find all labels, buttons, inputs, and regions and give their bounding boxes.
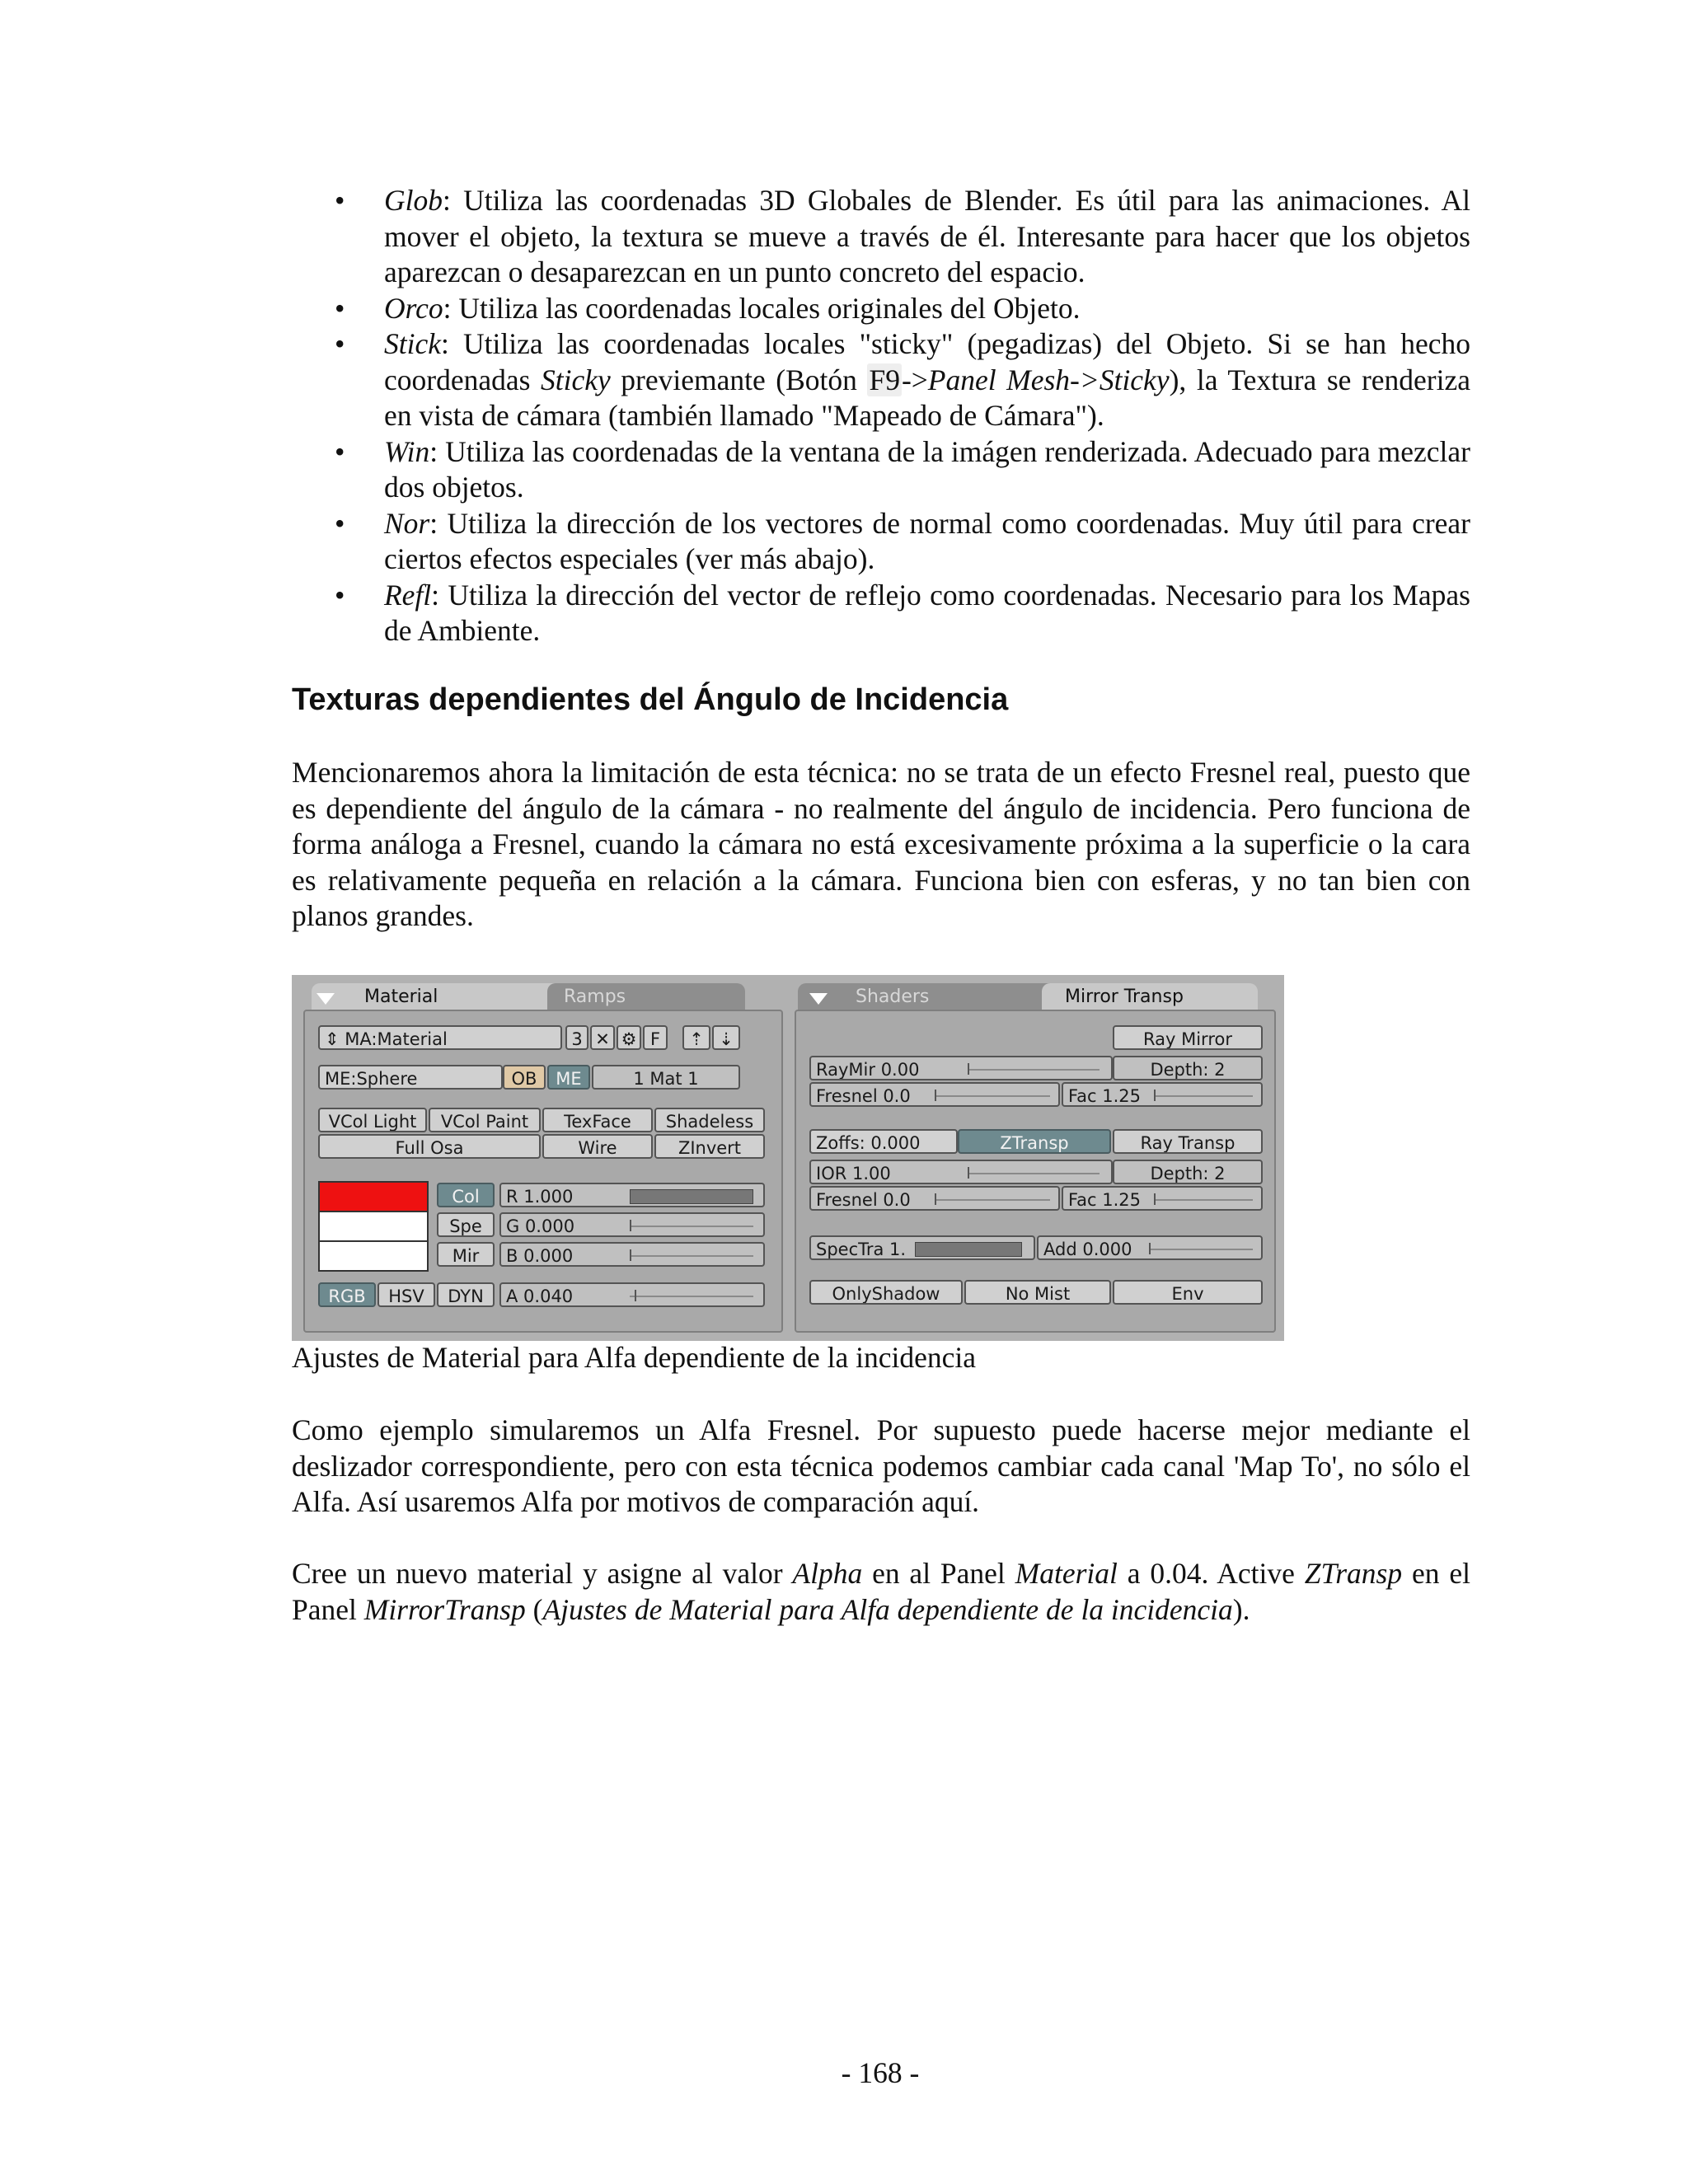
spe-button[interactable]: Spe bbox=[437, 1212, 495, 1237]
chevron-updown-icon: ⇕ bbox=[325, 1029, 345, 1049]
fac-mirror-slider[interactable]: Fac 1.25 bbox=[1062, 1082, 1263, 1107]
paragraph-instructions: Cree un nuevo material y asigne al valor Alpha en al Panel Material a 0.04. Active ZTransp en el Panel MirrorTransp (Ajustes de Material para Alfa dependiente de la incidencia). bbox=[292, 1557, 1470, 1626]
ray-mirror-button[interactable]: Ray Mirror bbox=[1113, 1025, 1263, 1050]
term: Orco bbox=[384, 291, 443, 325]
key-label: F9 bbox=[869, 363, 900, 396]
depth-field-transp[interactable]: Depth: 2 bbox=[1113, 1160, 1263, 1184]
col-button[interactable]: Col bbox=[437, 1183, 495, 1207]
list-item: • Stick: Utiliza las coordenadas locales "sticky" (pegadizas) del Objeto. Si se han hecho coordenadas Sticky previemante (Botón F9->Panel Mesh->Sticky), la Textura se renderiza en vista de cámara (también llamado "Mapeado de Cámara"). bbox=[290, 326, 1470, 434]
list-item: • Refl: Utiliza la dirección del vector de reflejo como coordenadas. Necesario para los Mapas de Ambiente. bbox=[290, 578, 1470, 649]
list-item: • Nor: Utiliza la dirección de los vectores de normal como coordenadas. Muy útil para crear ciertos efectos especiales (ver más abajo). bbox=[290, 506, 1470, 578]
collapse-triangle-icon[interactable] bbox=[809, 993, 828, 1005]
ior-slider[interactable]: IOR 1.00 bbox=[809, 1160, 1113, 1184]
alpha-slider[interactable]: A 0.040 bbox=[499, 1282, 765, 1307]
hsv-mode-button[interactable]: HSV bbox=[377, 1282, 435, 1307]
vcol-paint-button[interactable]: VCol Paint bbox=[429, 1108, 541, 1132]
fake-user-button[interactable]: F bbox=[643, 1025, 668, 1050]
term: Nor bbox=[384, 506, 430, 540]
copy-icon[interactable]: ⇡ bbox=[682, 1025, 710, 1050]
car-icon[interactable]: ⚙ bbox=[617, 1025, 641, 1050]
vcol-light-button[interactable]: VCol Light bbox=[318, 1108, 427, 1132]
tab-mirror-transp[interactable]: Mirror Transp bbox=[1042, 983, 1258, 1011]
texface-button[interactable]: TexFace bbox=[542, 1108, 653, 1132]
spectra-slider[interactable]: SpecTra 1. bbox=[809, 1235, 1035, 1260]
r-slider[interactable]: R 1.000 bbox=[499, 1183, 765, 1207]
term: Stick bbox=[384, 327, 441, 360]
material-name-field[interactable]: ⇕ MA:Material bbox=[318, 1025, 562, 1050]
tab-material[interactable]: Material bbox=[312, 983, 608, 1011]
ob-button[interactable]: OB bbox=[503, 1065, 546, 1090]
no-mist-button[interactable]: No Mist bbox=[964, 1280, 1111, 1305]
unlink-button[interactable]: ✕ bbox=[590, 1025, 615, 1050]
paste-icon[interactable]: ⇣ bbox=[712, 1025, 740, 1050]
rgb-mode-button[interactable]: RGB bbox=[318, 1282, 376, 1307]
depth-field-mirror[interactable]: Depth: 2 bbox=[1113, 1056, 1263, 1080]
zoffs-field[interactable]: Zoffs: 0.000 bbox=[809, 1129, 958, 1154]
fac-transp-slider[interactable]: Fac 1.25 bbox=[1062, 1186, 1263, 1211]
zinvert-button[interactable]: ZInvert bbox=[654, 1134, 765, 1159]
paragraph-intro: Mencionaremos ahora la limitación de esta técnica: no se trata de un efecto Fresnel real, puesto que es dependiente del ángulo de la cámara - no realmente del ángulo de incidencia. Pero funciona de forma análoga a Fresnel, cuando la cámara no está excesivamente próxima a la superficie o la cara es relativamente pequeña en relación a la cámara. Funciona bien con esferas, y no tan bien con planos grandes. bbox=[292, 756, 1470, 932]
color-swatch-diffuse[interactable] bbox=[318, 1181, 429, 1212]
env-button[interactable]: Env bbox=[1113, 1280, 1263, 1305]
color-swatch-specular[interactable] bbox=[318, 1211, 429, 1242]
ztransp-button[interactable]: ZTransp bbox=[958, 1129, 1111, 1154]
figure-caption: Ajustes de Material para Alfa dependiente de la incidencia bbox=[292, 1341, 976, 1374]
dyn-mode-button[interactable]: DYN bbox=[437, 1282, 495, 1307]
fresnel-transp-slider[interactable]: Fresnel 0.0 bbox=[809, 1186, 1060, 1211]
shadeless-button[interactable]: Shadeless bbox=[654, 1108, 765, 1132]
material-users-count[interactable]: 3 bbox=[565, 1025, 588, 1050]
list-item: • Orco: Utiliza las coordenadas locales originales del Objeto. bbox=[290, 291, 1470, 327]
tab-ramps[interactable]: Ramps bbox=[547, 983, 745, 1011]
list-item: • Win: Utiliza las coordenadas de la ventana de la imágen renderizada. Adecuado para mezclar dos objetos. bbox=[290, 434, 1470, 506]
coordinate-list bbox=[290, 183, 1470, 649]
paragraph-example: Como ejemplo simularemos un Alfa Fresnel. Por supuesto puede hacerse mejor mediante el deslizador correspondiente, pero con esta técnica podemos cambiar cada canal 'Map To', no sólo el Alfa. Así usaremos Alfa por motivos de comparación aquí. bbox=[292, 1413, 1470, 1518]
ray-transp-button[interactable]: Ray Transp bbox=[1113, 1129, 1263, 1154]
add-slider[interactable]: Add 0.000 bbox=[1037, 1235, 1263, 1260]
wire-button[interactable]: Wire bbox=[542, 1134, 653, 1159]
raymir-slider[interactable]: RayMir 0.00 bbox=[809, 1056, 1113, 1080]
blender-screenshot bbox=[292, 975, 1284, 1341]
me-button[interactable]: ME bbox=[547, 1065, 590, 1090]
section-heading: Texturas dependientes del Ángulo de Incidencia bbox=[292, 682, 1009, 717]
mir-button[interactable]: Mir bbox=[437, 1242, 495, 1267]
term: Refl bbox=[384, 578, 432, 612]
list-item: • Glob: Utiliza las coordenadas 3D Globales de Blender. Es útil para las animaciones. Al mover el objeto, la textura se mueve a través de él. Interesante para hacer que los objetos aparezcan o desaparezcan en un punto concreto del espacio. bbox=[290, 183, 1470, 291]
term: Glob bbox=[384, 184, 443, 217]
material-index-field[interactable]: 1 Mat 1 bbox=[592, 1065, 740, 1090]
tab-shaders[interactable]: Shaders bbox=[798, 983, 1095, 1011]
b-slider[interactable]: B 0.000 bbox=[499, 1242, 765, 1267]
full-osa-button[interactable]: Full Osa bbox=[318, 1134, 541, 1159]
only-shadow-button[interactable]: OnlyShadow bbox=[809, 1280, 963, 1305]
collapse-triangle-icon[interactable] bbox=[316, 993, 335, 1005]
mesh-name-field[interactable]: ME:Sphere bbox=[318, 1065, 503, 1090]
page-number: - 168 - bbox=[841, 2056, 920, 2089]
color-swatch-mirror[interactable] bbox=[318, 1240, 429, 1272]
term: Win bbox=[384, 434, 430, 468]
g-slider[interactable]: G 0.000 bbox=[499, 1212, 765, 1237]
fresnel-mirror-slider[interactable]: Fresnel 0.0 bbox=[809, 1082, 1060, 1107]
